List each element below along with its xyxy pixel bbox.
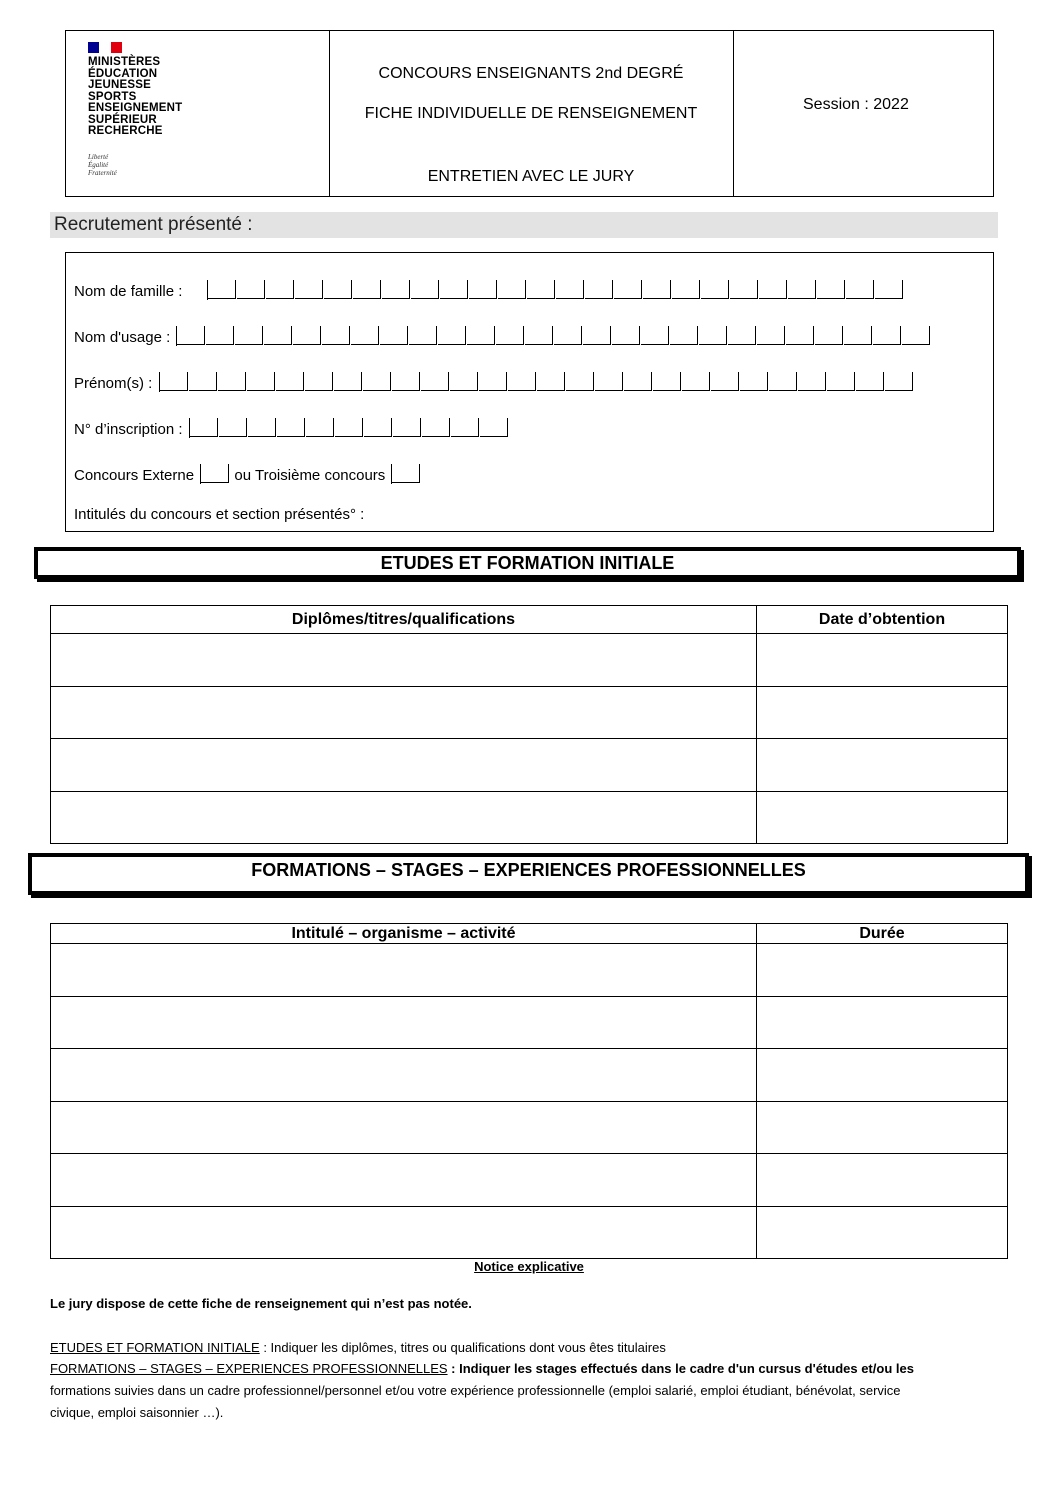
concours-type-row [74, 464, 421, 484]
notice-etudes [50, 1340, 1000, 1355]
section-etudes-title: ETUDES ET FORMATION INITIALE [34, 547, 1021, 579]
table-row [51, 634, 1008, 687]
notice-etudes-text: : Indiquer les diplômes, titres ou qualifications dont vous êtes titulaires [259, 1340, 666, 1355]
date-cell[interactable] [757, 687, 1008, 739]
duree-cell[interactable] [757, 1154, 1008, 1207]
intitule-cell[interactable] [51, 1154, 757, 1207]
header-line-entretien: ENTRETIEN AVEC LE JURY [427, 168, 635, 185]
header-box [65, 30, 994, 197]
inscription-row [74, 418, 509, 438]
identity-box [65, 252, 994, 532]
table-row [51, 739, 1008, 792]
header-title-cell [329, 31, 734, 196]
notice-formations-bold: : Indiquer les stages effectués dans le cadre d'un cursus d'études et/ou les [447, 1361, 914, 1376]
notice-formations-line3: civique, emploi saisonnier …). [50, 1405, 224, 1420]
table-row [51, 792, 1008, 844]
intitule-cell[interactable] [51, 997, 757, 1049]
ministry-name: MINISTÈRES ÉDUCATION JEUNESSE SPORTS ENSEIGNEMENT SUPÉRIEUR RECHERCHE [88, 56, 183, 137]
intitules-label: Intitulés du concours et section présentés° : [74, 506, 365, 523]
intitule-cell[interactable] [51, 1049, 757, 1102]
formations-table [50, 923, 1008, 1259]
table-row [51, 687, 1008, 739]
ministry-logo-cell [66, 31, 330, 196]
nom-famille-field[interactable] [207, 280, 904, 300]
nom-usage-field[interactable] [176, 326, 931, 346]
prenoms-label: Prénom(s) : [74, 375, 153, 392]
table-row [51, 1154, 1008, 1207]
diplome-cell[interactable] [51, 687, 757, 739]
duree-cell[interactable] [757, 1102, 1008, 1154]
concours-externe-checkbox[interactable] [200, 464, 230, 484]
inscription-label: N° d’inscription : [74, 421, 183, 438]
date-cell[interactable] [757, 634, 1008, 687]
nom-usage-label: Nom d'usage : [74, 329, 171, 346]
notice-etudes-label: ETUDES ET FORMATION INITIALE [50, 1340, 260, 1355]
table-row [51, 1102, 1008, 1154]
notice-jury-text: Le jury dispose de cette fiche de renseignement qui n’est pas notée. [50, 1296, 472, 1311]
intitule-cell[interactable] [51, 944, 757, 997]
nom-famille-label: Nom de famille : [74, 283, 183, 300]
formations-col-intitule: Intitulé – organisme – activité [51, 924, 757, 944]
notice-formations [50, 1361, 1000, 1376]
intitule-cell[interactable] [51, 1207, 757, 1259]
header-line-concours: CONCOURS ENSEIGNANTS 2nd DEGRÉ [378, 65, 684, 82]
diplome-cell[interactable] [51, 739, 757, 792]
table-row [51, 1049, 1008, 1102]
table-row [51, 944, 1008, 997]
table-row [51, 1207, 1008, 1259]
notice-formations-line2: formations suivies dans un cadre professionnel/personnel et/ou votre expérience professionnelle (emploi salarié, emploi étudiant, bénévolat, service [50, 1383, 901, 1398]
duree-cell[interactable] [757, 1207, 1008, 1259]
header-line-fiche: FICHE INDIVIDUELLE DE RENSEIGNEMENT [364, 105, 698, 122]
notice-title: Notice explicative [474, 1259, 584, 1274]
prenoms-field[interactable] [159, 372, 914, 392]
table-row [51, 997, 1008, 1049]
notice-formations-label: FORMATIONS – STAGES – EXPERIENCES PROFESSIONNELLES [50, 1361, 448, 1376]
nom-famille-row [74, 280, 904, 300]
date-cell[interactable] [757, 792, 1008, 844]
prenoms-row [74, 372, 914, 392]
etudes-col-diplomes: Diplômes/titres/qualifications [51, 606, 757, 634]
etudes-col-date: Date d’obtention [757, 606, 1008, 634]
troisieme-concours-label: ou Troisième concours [234, 467, 386, 484]
recrutement-bar [50, 212, 998, 238]
nom-usage-row [74, 326, 931, 346]
recrutement-label: Recrutement présenté : [54, 214, 253, 235]
troisieme-concours-checkbox[interactable] [391, 464, 421, 484]
inscription-field[interactable] [189, 418, 509, 438]
marianne-flag-icon [88, 42, 122, 53]
duree-cell[interactable] [757, 944, 1008, 997]
concours-externe-label: Concours Externe [74, 467, 195, 484]
session-label: Session : 2022 [803, 96, 909, 113]
duree-cell[interactable] [757, 1049, 1008, 1102]
formations-col-duree: Durée [757, 924, 1008, 944]
republic-motto: Liberté Égalité Fraternité [88, 153, 117, 177]
diplome-cell[interactable] [51, 792, 757, 844]
etudes-table [50, 605, 1008, 844]
duree-cell[interactable] [757, 997, 1008, 1049]
intitule-cell[interactable] [51, 1102, 757, 1154]
date-cell[interactable] [757, 739, 1008, 792]
session-cell [733, 31, 993, 196]
diplome-cell[interactable] [51, 634, 757, 687]
section-formations-title: FORMATIONS – STAGES – EXPERIENCES PROFESSIONNELLES [28, 853, 1029, 895]
